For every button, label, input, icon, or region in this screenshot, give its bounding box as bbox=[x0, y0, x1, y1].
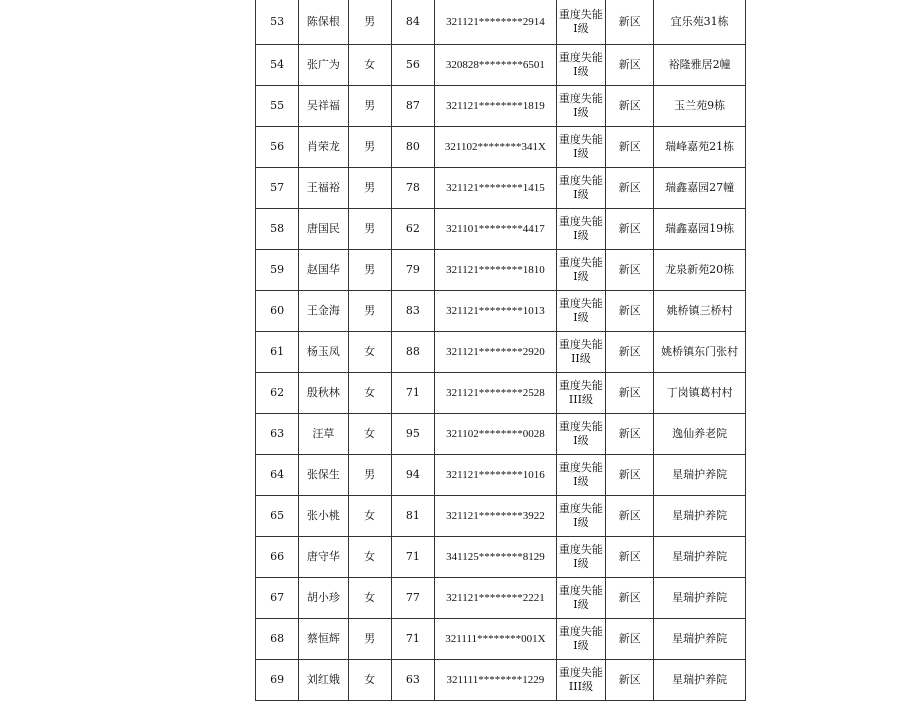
cell-no: 68 bbox=[256, 619, 299, 660]
level-line2: I级 bbox=[573, 475, 589, 488]
cell-id: 321121********1819 bbox=[435, 86, 557, 127]
cell-address: 星瑞护养院 bbox=[654, 578, 746, 619]
cell-name: 唐国民 bbox=[299, 209, 348, 250]
cell-sex: 男 bbox=[348, 291, 391, 332]
cell-address: 瑞峰嘉苑21栋 bbox=[654, 127, 746, 168]
cell-level bbox=[556, 496, 605, 537]
table-row bbox=[256, 537, 746, 578]
cell-age: 77 bbox=[391, 578, 434, 619]
cell-address: 星瑞护养院 bbox=[654, 455, 746, 496]
cell-id: 321111********001X bbox=[435, 619, 557, 660]
cell-age: 71 bbox=[391, 619, 434, 660]
cell-address: 星瑞护养院 bbox=[654, 496, 746, 537]
cell-area: 新区 bbox=[606, 168, 654, 209]
level-line1: 重度失能 bbox=[558, 379, 603, 392]
level-line1: 重度失能 bbox=[558, 666, 603, 679]
cell-sex: 男 bbox=[348, 168, 391, 209]
table-row bbox=[256, 660, 746, 701]
cell-name: 殷秋林 bbox=[299, 373, 348, 414]
cell-sex: 女 bbox=[348, 537, 391, 578]
cell-no: 54 bbox=[256, 45, 299, 86]
level-line2: I级 bbox=[573, 598, 589, 611]
roster-body bbox=[256, 0, 746, 701]
table-row bbox=[256, 455, 746, 496]
cell-no: 53 bbox=[256, 0, 299, 45]
cell-no: 59 bbox=[256, 250, 299, 291]
level-line1: 重度失能 bbox=[558, 543, 603, 556]
level-line1: 重度失能 bbox=[558, 133, 603, 146]
cell-no: 60 bbox=[256, 291, 299, 332]
cell-level bbox=[556, 414, 605, 455]
cell-id: 321121********1810 bbox=[435, 250, 557, 291]
cell-area: 新区 bbox=[606, 209, 654, 250]
cell-name: 肖荣龙 bbox=[299, 127, 348, 168]
cell-area: 新区 bbox=[606, 455, 654, 496]
cell-name: 唐守华 bbox=[299, 537, 348, 578]
table-row bbox=[256, 250, 746, 291]
cell-name: 杨玉凤 bbox=[299, 332, 348, 373]
level-line2: I级 bbox=[573, 229, 589, 242]
cell-address: 姚桥镇东门张村 bbox=[654, 332, 746, 373]
cell-sex: 女 bbox=[348, 496, 391, 537]
cell-sex: 女 bbox=[348, 660, 391, 701]
cell-no: 58 bbox=[256, 209, 299, 250]
cell-address: 星瑞护养院 bbox=[654, 537, 746, 578]
cell-id: 321121********1415 bbox=[435, 168, 557, 209]
cell-area: 新区 bbox=[606, 619, 654, 660]
table-row bbox=[256, 496, 746, 537]
cell-sex: 男 bbox=[348, 619, 391, 660]
level-line2: I级 bbox=[573, 22, 589, 35]
level-line1: 重度失能 bbox=[558, 625, 603, 638]
cell-id: 321121********1013 bbox=[435, 291, 557, 332]
cell-level bbox=[556, 86, 605, 127]
cell-level bbox=[556, 332, 605, 373]
cell-age: 71 bbox=[391, 373, 434, 414]
cell-address: 瑞鑫嘉园19栋 bbox=[654, 209, 746, 250]
cell-level bbox=[556, 0, 605, 45]
level-line1: 重度失能 bbox=[558, 420, 603, 433]
cell-sex: 女 bbox=[348, 45, 391, 86]
cell-age: 56 bbox=[391, 45, 434, 86]
cell-address: 玉兰苑9栋 bbox=[654, 86, 746, 127]
cell-sex: 男 bbox=[348, 0, 391, 45]
cell-sex: 女 bbox=[348, 332, 391, 373]
table-row bbox=[256, 332, 746, 373]
cell-level bbox=[556, 209, 605, 250]
cell-age: 79 bbox=[391, 250, 434, 291]
cell-address: 宜乐苑31栋 bbox=[654, 0, 746, 45]
level-line2: III级 bbox=[568, 680, 593, 693]
cell-address: 瑞鑫嘉园27幢 bbox=[654, 168, 746, 209]
cell-id: 321121********2914 bbox=[435, 0, 557, 45]
cell-age: 83 bbox=[391, 291, 434, 332]
level-line1: 重度失能 bbox=[558, 584, 603, 597]
level-line2: I级 bbox=[573, 557, 589, 570]
cell-address: 星瑞护养院 bbox=[654, 660, 746, 701]
level-line1: 重度失能 bbox=[558, 297, 603, 310]
level-line2: I级 bbox=[573, 188, 589, 201]
table-row bbox=[256, 0, 746, 45]
level-line1: 重度失能 bbox=[558, 51, 603, 64]
cell-name: 刘红娥 bbox=[299, 660, 348, 701]
cell-level bbox=[556, 578, 605, 619]
cell-sex: 男 bbox=[348, 250, 391, 291]
cell-id: 321121********2528 bbox=[435, 373, 557, 414]
cell-id: 321111********1229 bbox=[435, 660, 557, 701]
cell-level bbox=[556, 455, 605, 496]
cell-no: 64 bbox=[256, 455, 299, 496]
cell-age: 88 bbox=[391, 332, 434, 373]
cell-address: 星瑞护养院 bbox=[654, 619, 746, 660]
cell-name: 王金海 bbox=[299, 291, 348, 332]
cell-area: 新区 bbox=[606, 537, 654, 578]
cell-address: 龙泉新苑20栋 bbox=[654, 250, 746, 291]
cell-no: 66 bbox=[256, 537, 299, 578]
level-line1: 重度失能 bbox=[558, 338, 603, 351]
cell-name: 赵国华 bbox=[299, 250, 348, 291]
cell-level bbox=[556, 45, 605, 86]
cell-level bbox=[556, 373, 605, 414]
cell-name: 胡小珍 bbox=[299, 578, 348, 619]
cell-no: 69 bbox=[256, 660, 299, 701]
cell-address: 姚桥镇三桥村 bbox=[654, 291, 746, 332]
cell-no: 67 bbox=[256, 578, 299, 619]
cell-name: 汪草 bbox=[299, 414, 348, 455]
level-line2: I级 bbox=[573, 65, 589, 78]
cell-no: 65 bbox=[256, 496, 299, 537]
cell-age: 84 bbox=[391, 0, 434, 45]
cell-age: 71 bbox=[391, 537, 434, 578]
level-line2: III级 bbox=[568, 393, 593, 406]
table-row bbox=[256, 414, 746, 455]
cell-area: 新区 bbox=[606, 127, 654, 168]
table-row bbox=[256, 619, 746, 660]
cell-no: 63 bbox=[256, 414, 299, 455]
cell-sex: 男 bbox=[348, 127, 391, 168]
cell-area: 新区 bbox=[606, 332, 654, 373]
level-line2: I级 bbox=[573, 639, 589, 652]
cell-sex: 男 bbox=[348, 86, 391, 127]
cell-age: 78 bbox=[391, 168, 434, 209]
table-row bbox=[256, 578, 746, 619]
cell-address: 逸仙养老院 bbox=[654, 414, 746, 455]
cell-age: 95 bbox=[391, 414, 434, 455]
cell-no: 55 bbox=[256, 86, 299, 127]
cell-area: 新区 bbox=[606, 86, 654, 127]
level-line2: I级 bbox=[573, 270, 589, 283]
cell-age: 94 bbox=[391, 455, 434, 496]
cell-area: 新区 bbox=[606, 496, 654, 537]
cell-level bbox=[556, 660, 605, 701]
cell-sex: 女 bbox=[348, 578, 391, 619]
cell-sex: 男 bbox=[348, 209, 391, 250]
cell-name: 张广为 bbox=[299, 45, 348, 86]
level-line2: I级 bbox=[573, 311, 589, 324]
cell-no: 56 bbox=[256, 127, 299, 168]
cell-level bbox=[556, 127, 605, 168]
cell-sex: 女 bbox=[348, 373, 391, 414]
cell-area: 新区 bbox=[606, 660, 654, 701]
cell-name: 吴祥福 bbox=[299, 86, 348, 127]
cell-sex: 女 bbox=[348, 414, 391, 455]
table-row bbox=[256, 127, 746, 168]
cell-area: 新区 bbox=[606, 291, 654, 332]
cell-no: 57 bbox=[256, 168, 299, 209]
cell-address: 裕隆雅居2幢 bbox=[654, 45, 746, 86]
level-line1: 重度失能 bbox=[558, 92, 603, 105]
level-line1: 重度失能 bbox=[558, 461, 603, 474]
table-row bbox=[256, 373, 746, 414]
cell-level bbox=[556, 537, 605, 578]
level-line1: 重度失能 bbox=[558, 502, 603, 515]
cell-level bbox=[556, 291, 605, 332]
cell-name: 蔡恒辉 bbox=[299, 619, 348, 660]
cell-area: 新区 bbox=[606, 578, 654, 619]
level-line1: 重度失能 bbox=[558, 174, 603, 187]
cell-area: 新区 bbox=[606, 0, 654, 45]
cell-age: 62 bbox=[391, 209, 434, 250]
cell-id: 321101********4417 bbox=[435, 209, 557, 250]
cell-sex: 男 bbox=[348, 455, 391, 496]
roster-sheet bbox=[255, 0, 746, 701]
cell-id: 321121********2920 bbox=[435, 332, 557, 373]
level-line2: I级 bbox=[573, 434, 589, 447]
table-row bbox=[256, 168, 746, 209]
table-row bbox=[256, 209, 746, 250]
cell-address: 丁岗镇葛村村 bbox=[654, 373, 746, 414]
cell-id: 321102********341X bbox=[435, 127, 557, 168]
level-line2: I级 bbox=[573, 516, 589, 529]
cell-id: 321102********0028 bbox=[435, 414, 557, 455]
level-line1: 重度失能 bbox=[558, 8, 603, 21]
cell-area: 新区 bbox=[606, 373, 654, 414]
cell-level bbox=[556, 168, 605, 209]
cell-level bbox=[556, 250, 605, 291]
cell-id: 321121********2221 bbox=[435, 578, 557, 619]
level-line2: I级 bbox=[573, 147, 589, 160]
cell-name: 王福裕 bbox=[299, 168, 348, 209]
roster-table bbox=[255, 0, 746, 701]
level-line1: 重度失能 bbox=[558, 215, 603, 228]
cell-no: 62 bbox=[256, 373, 299, 414]
cell-level bbox=[556, 619, 605, 660]
level-line1: 重度失能 bbox=[558, 256, 603, 269]
level-line2: I级 bbox=[573, 106, 589, 119]
cell-name: 张保生 bbox=[299, 455, 348, 496]
cell-age: 80 bbox=[391, 127, 434, 168]
cell-age: 63 bbox=[391, 660, 434, 701]
table-row bbox=[256, 86, 746, 127]
cell-area: 新区 bbox=[606, 414, 654, 455]
table-row bbox=[256, 45, 746, 86]
cell-no: 61 bbox=[256, 332, 299, 373]
cell-age: 81 bbox=[391, 496, 434, 537]
cell-area: 新区 bbox=[606, 45, 654, 86]
cell-age: 87 bbox=[391, 86, 434, 127]
level-line2: II级 bbox=[571, 352, 591, 365]
cell-id: 341125********8129 bbox=[435, 537, 557, 578]
cell-name: 张小桃 bbox=[299, 496, 348, 537]
cell-id: 321121********1016 bbox=[435, 455, 557, 496]
cell-id: 321121********3922 bbox=[435, 496, 557, 537]
cell-id: 320828********6501 bbox=[435, 45, 557, 86]
cell-name: 陈保根 bbox=[299, 0, 348, 45]
cell-area: 新区 bbox=[606, 250, 654, 291]
table-row bbox=[256, 291, 746, 332]
